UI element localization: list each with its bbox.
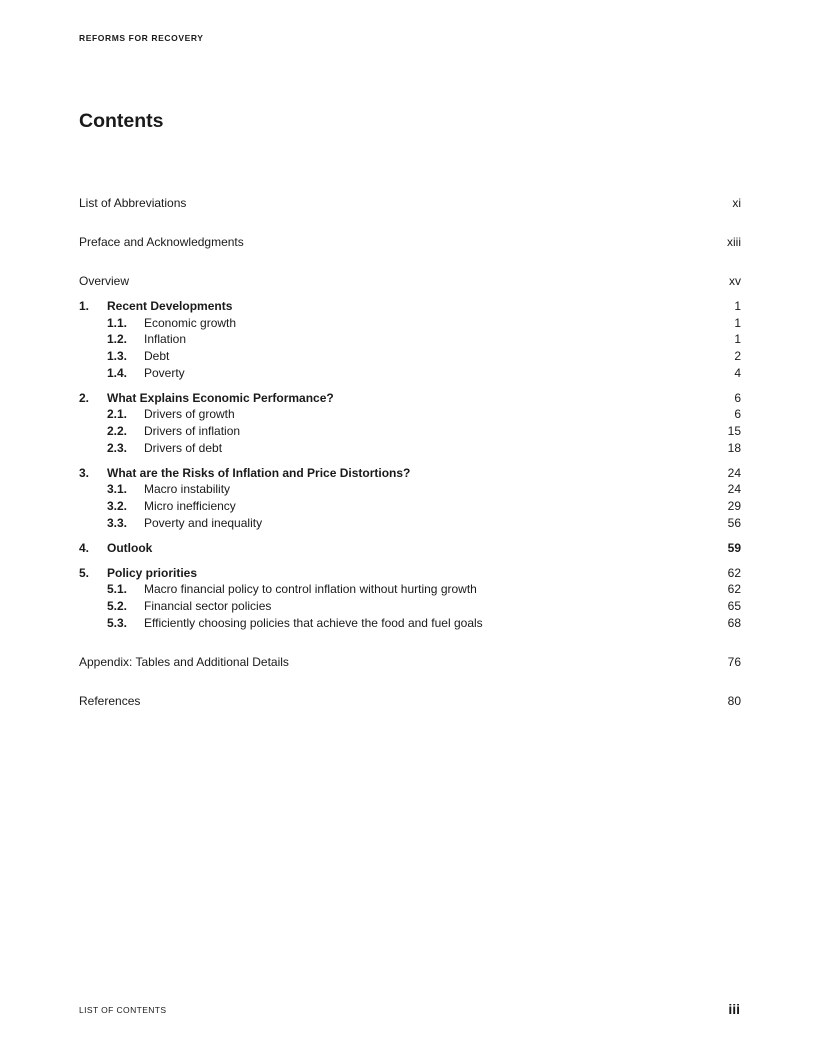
section-page: 2 <box>734 349 741 364</box>
section-number: 2.2. <box>107 424 128 439</box>
section-page: 1 <box>734 315 741 330</box>
toc-section[interactable] <box>79 515 741 532</box>
chapter-title: Recent Developments <box>107 298 233 313</box>
toc-section[interactable] <box>79 365 741 382</box>
section-title: Micro inefficiency <box>144 499 236 514</box>
section-number: 1.1. <box>107 315 128 330</box>
section-title: Poverty and inequality <box>144 515 263 530</box>
section-page: 4 <box>734 365 741 380</box>
section-page: 18 <box>727 440 741 455</box>
toc-entry-title: Appendix: Tables and Additional Details <box>79 654 289 669</box>
chapter-number: 5. <box>79 565 90 580</box>
section-number: 1.2. <box>107 332 128 347</box>
section-title: Poverty <box>144 365 185 380</box>
section-title: Macro instability <box>144 482 231 497</box>
section-page: 15 <box>727 424 741 439</box>
section-number: 3.3. <box>107 515 128 530</box>
toc-entry-appendix[interactable] <box>79 654 741 671</box>
chapter-page: 1 <box>734 298 741 313</box>
toc-entry-title: Overview <box>79 273 130 288</box>
section-title: Debt <box>144 349 170 364</box>
toc-entry-page: 76 <box>727 654 741 669</box>
chapter-title: Policy priorities <box>107 565 198 580</box>
toc-entry-title: List of Abbreviations <box>79 196 187 210</box>
toc-section[interactable] <box>79 440 741 457</box>
section-number: 5.1. <box>107 582 128 597</box>
footer-page-number: iii <box>728 1001 740 1017</box>
chapter-title: Outlook <box>107 540 153 555</box>
section-title: Drivers of inflation <box>144 424 241 439</box>
chapter-number: 1. <box>79 298 90 313</box>
section-page: 65 <box>727 599 741 614</box>
toc-entry-preface[interactable] <box>79 234 741 251</box>
toc-section[interactable] <box>79 348 741 365</box>
toc-entry-overview[interactable] <box>79 273 741 290</box>
running-head: REFORMS FOR RECOVERY <box>79 33 204 43</box>
section-number: 5.2. <box>107 599 128 614</box>
section-number: 5.3. <box>107 615 128 630</box>
toc-section[interactable] <box>79 331 741 348</box>
chapter-page: 59 <box>727 540 741 555</box>
toc-entry-page: xi <box>732 196 741 210</box>
chapter-page: 6 <box>734 390 741 405</box>
section-page: 68 <box>727 615 741 630</box>
toc-section[interactable] <box>79 315 741 332</box>
chapter-title: What are the Risks of Inflation and Price Distortions? <box>107 465 411 480</box>
toc-chapter-heading[interactable] <box>79 465 741 482</box>
toc-entry-abbreviations[interactable] <box>79 195 741 212</box>
section-title: Macro financial policy to control inflation without hurting growth <box>144 582 477 597</box>
section-page: 6 <box>734 407 741 422</box>
toc-chapter-3 <box>79 465 741 532</box>
toc-chapter-4 <box>79 540 741 557</box>
chapter-page: 62 <box>727 565 741 580</box>
chapter-number: 3. <box>79 465 90 480</box>
section-page: 62 <box>727 582 741 597</box>
section-number: 2.1. <box>107 407 128 422</box>
section-number: 1.4. <box>107 365 128 380</box>
section-page: 1 <box>734 332 741 347</box>
section-title: Efficiently choosing policies that achieve the food and fuel goals <box>144 615 483 630</box>
toc-entry-page: xiii <box>727 234 741 249</box>
chapter-number: 2. <box>79 390 90 405</box>
section-page: 56 <box>727 515 741 530</box>
toc-section[interactable] <box>79 598 741 615</box>
toc-entry-title: Preface and Acknowledgments <box>79 234 244 249</box>
section-number: 2.3. <box>107 440 128 455</box>
toc-chapter-heading[interactable] <box>79 390 741 407</box>
page-title: Contents <box>79 110 164 132</box>
toc-chapter-2 <box>79 390 741 457</box>
section-title: Drivers of debt <box>144 440 223 455</box>
toc-section[interactable] <box>79 498 741 515</box>
chapter-page: 24 <box>727 465 741 480</box>
toc-chapter-heading[interactable] <box>79 565 741 582</box>
section-page: 29 <box>727 499 741 514</box>
toc-entry-references[interactable] <box>79 693 741 710</box>
toc-section[interactable] <box>79 581 741 598</box>
chapter-number: 4. <box>79 540 90 555</box>
section-title: Financial sector policies <box>144 599 272 614</box>
toc-chapter-5 <box>79 565 741 632</box>
toc-section[interactable] <box>79 423 741 440</box>
toc-entry-page: xv <box>729 273 741 288</box>
section-page: 24 <box>727 482 741 497</box>
footer-label: LIST OF CONTENTS <box>79 1005 167 1015</box>
toc-entry-title: References <box>79 693 141 708</box>
toc-section[interactable] <box>79 481 741 498</box>
section-number: 3.1. <box>107 482 128 497</box>
table-of-contents <box>79 195 741 709</box>
toc-section[interactable] <box>79 406 741 423</box>
toc-chapter-1 <box>79 298 741 381</box>
chapter-title: What Explains Economic Performance? <box>107 390 334 405</box>
section-title: Economic growth <box>144 315 237 330</box>
section-number: 3.2. <box>107 499 128 514</box>
section-title: Drivers of growth <box>144 407 235 422</box>
section-number: 1.3. <box>107 349 128 364</box>
toc-entry-page: 80 <box>727 693 741 708</box>
section-title: Inflation <box>144 332 187 347</box>
toc-section[interactable] <box>79 615 741 632</box>
toc-chapter-heading[interactable] <box>79 298 741 315</box>
toc-chapter-heading[interactable] <box>79 540 741 557</box>
